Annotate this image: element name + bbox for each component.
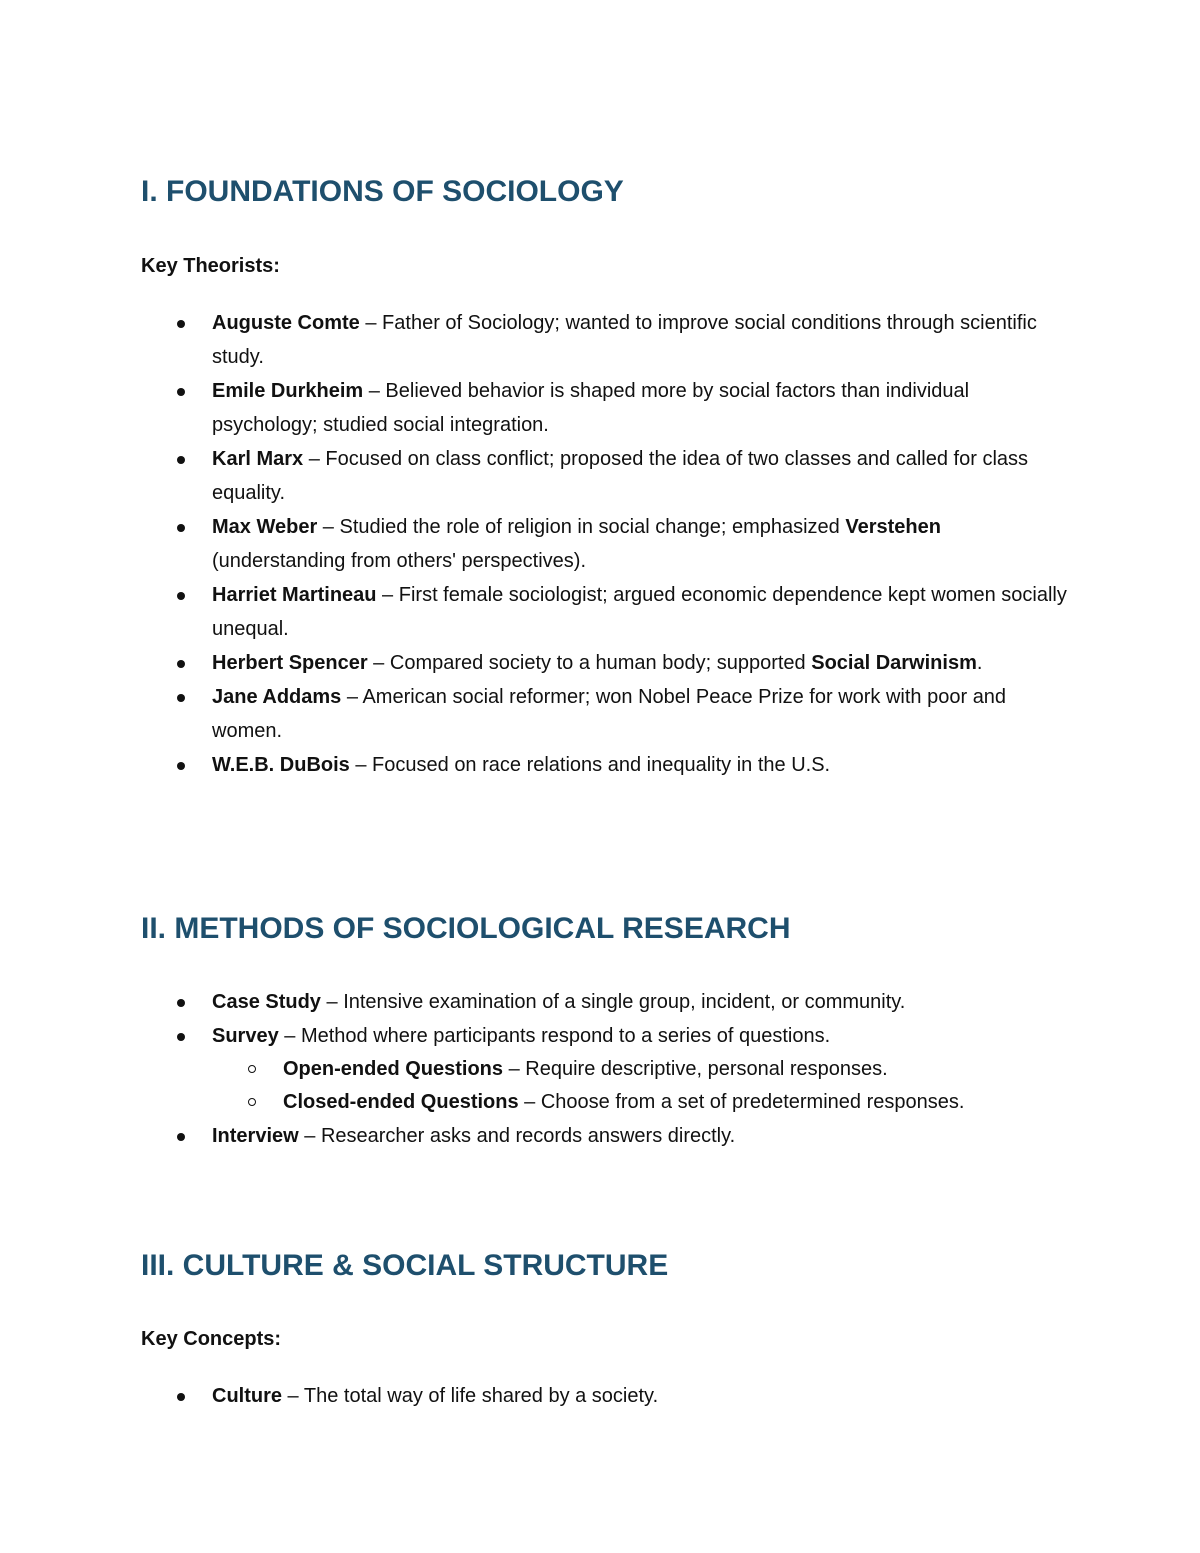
list-item: Karl Marx – Focused on class conflict; proposed the idea of two classes and called for class equality. bbox=[141, 442, 1071, 510]
list-item: Interview – Researcher asks and records answers directly. bbox=[141, 1119, 1071, 1153]
term: W.E.B. DuBois bbox=[212, 754, 350, 776]
definition: Researcher asks and records answers directly. bbox=[320, 1125, 736, 1147]
circle-bullet-icon bbox=[248, 1065, 256, 1073]
section-heading-methods: II. METHODS OF SOCIOLOGICAL RESEARCH bbox=[141, 912, 791, 945]
list-item: Case Study – Intensive examination of a single group, incident, or community. bbox=[141, 985, 1071, 1019]
sub-list-item: Open-ended Questions – Require descriptive, personal responses. bbox=[212, 1053, 1071, 1086]
definition: Choose from a set of predetermined responses. bbox=[540, 1091, 965, 1113]
term-emphasis: Verstehen bbox=[845, 516, 941, 538]
list-item: Herbert Spencer – Compared society to a human body; supported Social Darwinism. bbox=[141, 646, 1071, 680]
definition: Father of Sociology; wanted to improve social conditions through scientific study. bbox=[212, 312, 1037, 368]
definition: Method where participants respond to a series of questions. bbox=[300, 1025, 831, 1047]
key-concepts-label: Key Concepts: bbox=[141, 1328, 282, 1350]
list-item: Culture – The total way of life shared by a society. bbox=[141, 1379, 1071, 1413]
section-heading-culture: III. CULTURE & SOCIAL STRUCTURE bbox=[141, 1249, 669, 1282]
list-item: Auguste Comte – Father of Sociology; wanted to improve social conditions through scientific study. bbox=[141, 306, 1071, 374]
definition: Studied the role of religion in social change; emphasized bbox=[339, 516, 846, 538]
bullet-icon bbox=[177, 320, 185, 328]
list-item: Survey – Method where participants respond to a series of questions. Open-ended Questions – Require descriptive, personal responses. Closed-ended Questions – Choose from a set of predetermined responses. bbox=[141, 1019, 1071, 1119]
bullet-icon bbox=[177, 1033, 185, 1041]
term: Open-ended Questions bbox=[283, 1058, 504, 1080]
circle-bullet-icon bbox=[248, 1098, 256, 1106]
list-item: Harriet Martineau – First female sociologist; argued economic dependence kept women socially unequal. bbox=[141, 578, 1071, 646]
list-item: Jane Addams – American social reformer; won Nobel Peace Prize for work with poor and women. bbox=[141, 680, 1071, 748]
section-heading-foundations: I. FOUNDATIONS OF SOCIOLOGY bbox=[141, 175, 624, 208]
sub-list-item: Closed-ended Questions – Choose from a set of predetermined responses. bbox=[212, 1086, 1071, 1119]
definition: Focused on race relations and inequality in the U.S. bbox=[372, 754, 831, 776]
term: Culture bbox=[212, 1385, 282, 1407]
bullet-icon bbox=[177, 1133, 185, 1141]
definition: First female sociologist; argued economic dependence kept women socially unequal. bbox=[212, 584, 1067, 640]
list-item: W.E.B. DuBois – Focused on race relations and inequality in the U.S. bbox=[141, 748, 1071, 782]
list-item: Max Weber – Studied the role of religion in social change; emphasized Verstehen (understanding from others' perspectives). bbox=[141, 510, 1071, 578]
definition: Require descriptive, personal responses. bbox=[525, 1058, 888, 1080]
list-item: Emile Durkheim – Believed behavior is shaped more by social factors than individual psychology; studied social integration. bbox=[141, 374, 1071, 442]
definition: Focused on class conflict; proposed the idea of two classes and called for class equality. bbox=[212, 448, 1029, 504]
concepts-list bbox=[141, 1379, 1071, 1413]
key-theorists-label: Key Theorists: bbox=[141, 255, 280, 277]
definition: The total way of life shared by a society. bbox=[303, 1385, 659, 1407]
methods-list bbox=[141, 985, 1071, 1153]
term: Survey bbox=[212, 1025, 279, 1047]
definition-cont: . bbox=[976, 652, 983, 674]
definition: Compared society to a human body; supported bbox=[389, 652, 812, 674]
bullet-icon bbox=[177, 694, 185, 702]
theorists-list bbox=[141, 306, 1071, 782]
term: Harriet Martineau bbox=[212, 584, 377, 606]
definition: Intensive examination of a single group, incident, or community. bbox=[343, 991, 906, 1013]
term-emphasis: Social Darwinism bbox=[811, 652, 977, 674]
bullet-icon bbox=[177, 1393, 185, 1401]
term: Karl Marx bbox=[212, 448, 304, 470]
term: Max Weber bbox=[212, 516, 318, 538]
bullet-icon bbox=[177, 999, 185, 1007]
bullet-icon bbox=[177, 762, 185, 770]
term: Emile Durkheim bbox=[212, 380, 364, 402]
term: Herbert Spencer bbox=[212, 652, 368, 674]
bullet-icon bbox=[177, 456, 185, 464]
definition: American social reformer; won Nobel Peace Prize for work with poor and women. bbox=[212, 686, 1007, 742]
term: Interview bbox=[212, 1125, 299, 1147]
bullet-icon bbox=[177, 388, 185, 396]
term: Jane Addams bbox=[212, 686, 342, 708]
bullet-icon bbox=[177, 660, 185, 668]
term: Auguste Comte bbox=[212, 312, 360, 334]
definition-cont: (understanding from others' perspectives). bbox=[212, 550, 586, 572]
bullet-icon bbox=[177, 592, 185, 600]
term: Closed-ended Questions bbox=[283, 1091, 519, 1113]
bullet-icon bbox=[177, 524, 185, 532]
term: Case Study bbox=[212, 991, 321, 1013]
sub-list bbox=[212, 1053, 1071, 1119]
definition: Believed behavior is shaped more by social factors than individual psychology; studied social integration. bbox=[212, 380, 970, 436]
